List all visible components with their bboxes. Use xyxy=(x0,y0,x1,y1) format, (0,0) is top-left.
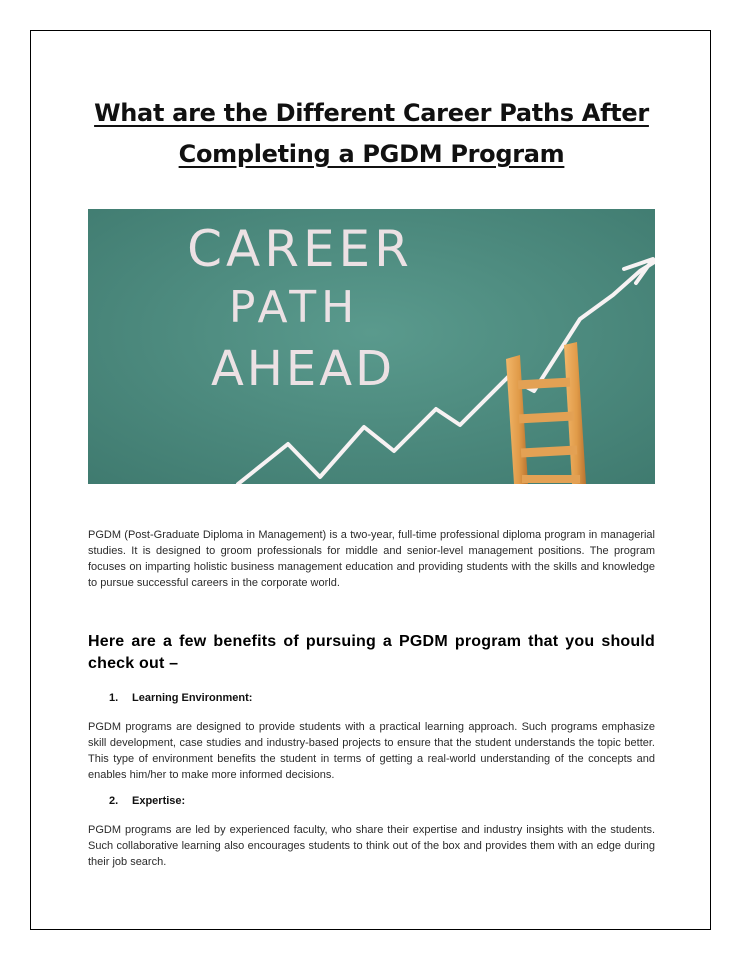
benefit-title: Learning Environment: xyxy=(132,692,253,704)
benefits-heading: Here are a few benefits of pursuing a PGDM program that you should check out – xyxy=(88,633,655,672)
chalk-word-path: PATH xyxy=(228,282,360,333)
benefit-text-learning-environment: PGDM programs are designed to provide students with a practical learning approach. Such programs emphasize skill development, case studies and industry-based projects to ensure that the student understands the topic better. This type of environment benefits the student in terms of getting a real-world understanding of the concepts and enables him/her to make more informed decisions. xyxy=(88,721,655,781)
chalk-word-ahead: AHEAD xyxy=(210,341,396,397)
benefit-item-learning-environment xyxy=(109,690,252,706)
benefit-number: 2. xyxy=(109,795,119,807)
document-page xyxy=(30,30,711,930)
career-path-ahead-image xyxy=(88,209,655,484)
benefit-number: 1. xyxy=(109,692,119,704)
benefit-text-expertise: PGDM programs are led by experienced faculty, who share their expertise and industry insights with the students. Such collaborative learning also encourages students to think out of the box and provides them with an edge during their job search. xyxy=(88,824,655,868)
page-title xyxy=(31,93,712,175)
title-line-2: Completing a PGDM Program xyxy=(178,140,565,168)
intro-paragraph: PGDM (Post-Graduate Diploma in Management) is a two-year, full-time professional diploma program in managerial studies. It is designed to groom professionals for middle and senior-level management positions. The program focuses on imparting holistic business management education and providing students with the skills and knowledge to pursue successful careers in the corporate world. xyxy=(88,529,655,589)
title-line-1: What are the Different Career Paths After xyxy=(94,99,649,127)
benefit-title: Expertise: xyxy=(132,795,186,807)
benefit-item-expertise xyxy=(109,793,185,809)
chalk-word-career: CAREER xyxy=(187,220,413,278)
